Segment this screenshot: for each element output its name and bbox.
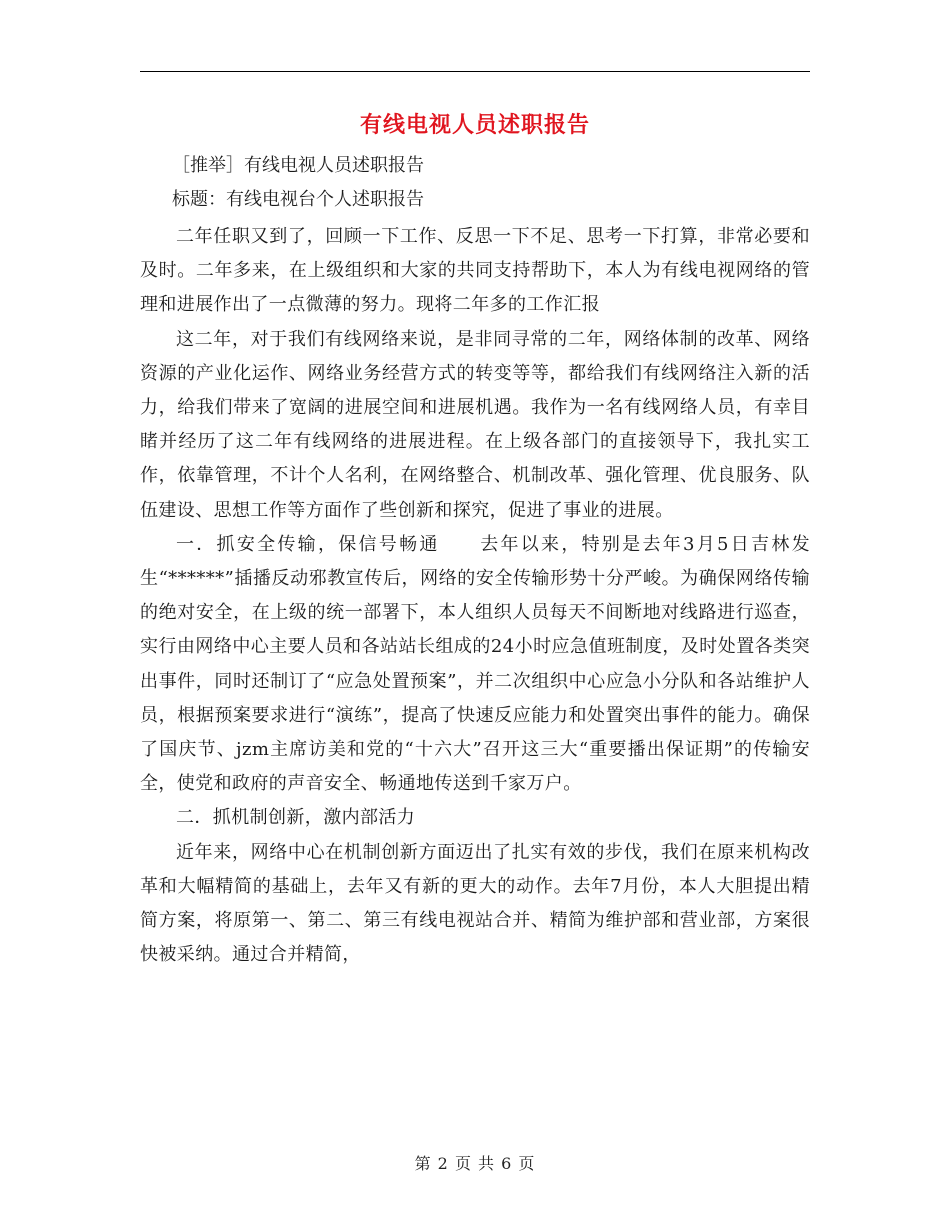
paragraph-section-2: 近年来，网络中心在机制创新方面迈出了扎实有效的步伐，我们在原来机构改革和大幅精简的基础上，去年又有新的更大的动作。去年7月份，本人大胆提出精简方案，将原第一、第二、第三有线电视站合并、精简为维护部和营业部，方案很快被采纳。通过合并精简， xyxy=(140,841,810,966)
subtitle-line: 标题：有线电视台个人述职报告 xyxy=(172,189,424,210)
page-number: 第 2 页 共 6 页 xyxy=(414,1154,536,1173)
paragraph-section-1: 一．抓安全传输，保信号畅通 去年以来，特别是去年3月5日吉林发生“******”插播反动邪教宣传后，网络的安全传输形势十分严峻。为确保网络传输的绝对安全，在上级的统一部署下，本人组织人员每天不间断地对线路进行巡查，实行由网络中心主要人员和各站站长组成的24小时应急值班制度，及时处置各类突出事件，同时还制订了“应急处置预案”，并二次组织中心应急小分队和各站维护人员，根据预案要求进行“演练”，提高了快速反应能力和处置突出事件的能力。确保了国庆节、jzm主席访美和党的“十六大”召开这三大“重要播出保证期”的传输安全，使党和政府的声音安全、畅通地传送到千家万户。 xyxy=(140,533,810,795)
section-2-heading: 二．抓机制创新，激内部活力 xyxy=(176,807,416,829)
paragraph-overview: 这二年，对于我们有线网络来说，是非同寻常的二年，网络体制的改革、网络资源的产业化运作、网络业务经营方式的转变等等，都给我们有线网络注入新的活力，给我们带来了宽阔的进展空间和进展机遇。我作为一名有线网络人员，有幸目睹并经历了这二年有线网络的进展进程。在上级各部门的直接领导下，我扎实工作，依靠管理，不计个人名利，在网络整合、机制改革、强化管理、优良服务、队伍建设、思想工作等方面作了些创新和探究，促进了事业的进展。 xyxy=(140,328,810,521)
header-rule xyxy=(140,71,810,72)
paragraph-intro: 二年任职又到了，回顾一下工作、反思一下不足、思考一下打算，非常必要和及时。二年多来，在上级组织和大家的共同支持帮助下，本人为有线电视网络的管理和进展作出了一点微薄的努力。现将二年多的工作汇报 xyxy=(140,226,810,316)
document-title: 有线电视人员述职报告 xyxy=(359,112,590,138)
document-body xyxy=(140,220,810,972)
recommend-line: ［推举］有线电视人员述职报告 xyxy=(172,155,424,176)
